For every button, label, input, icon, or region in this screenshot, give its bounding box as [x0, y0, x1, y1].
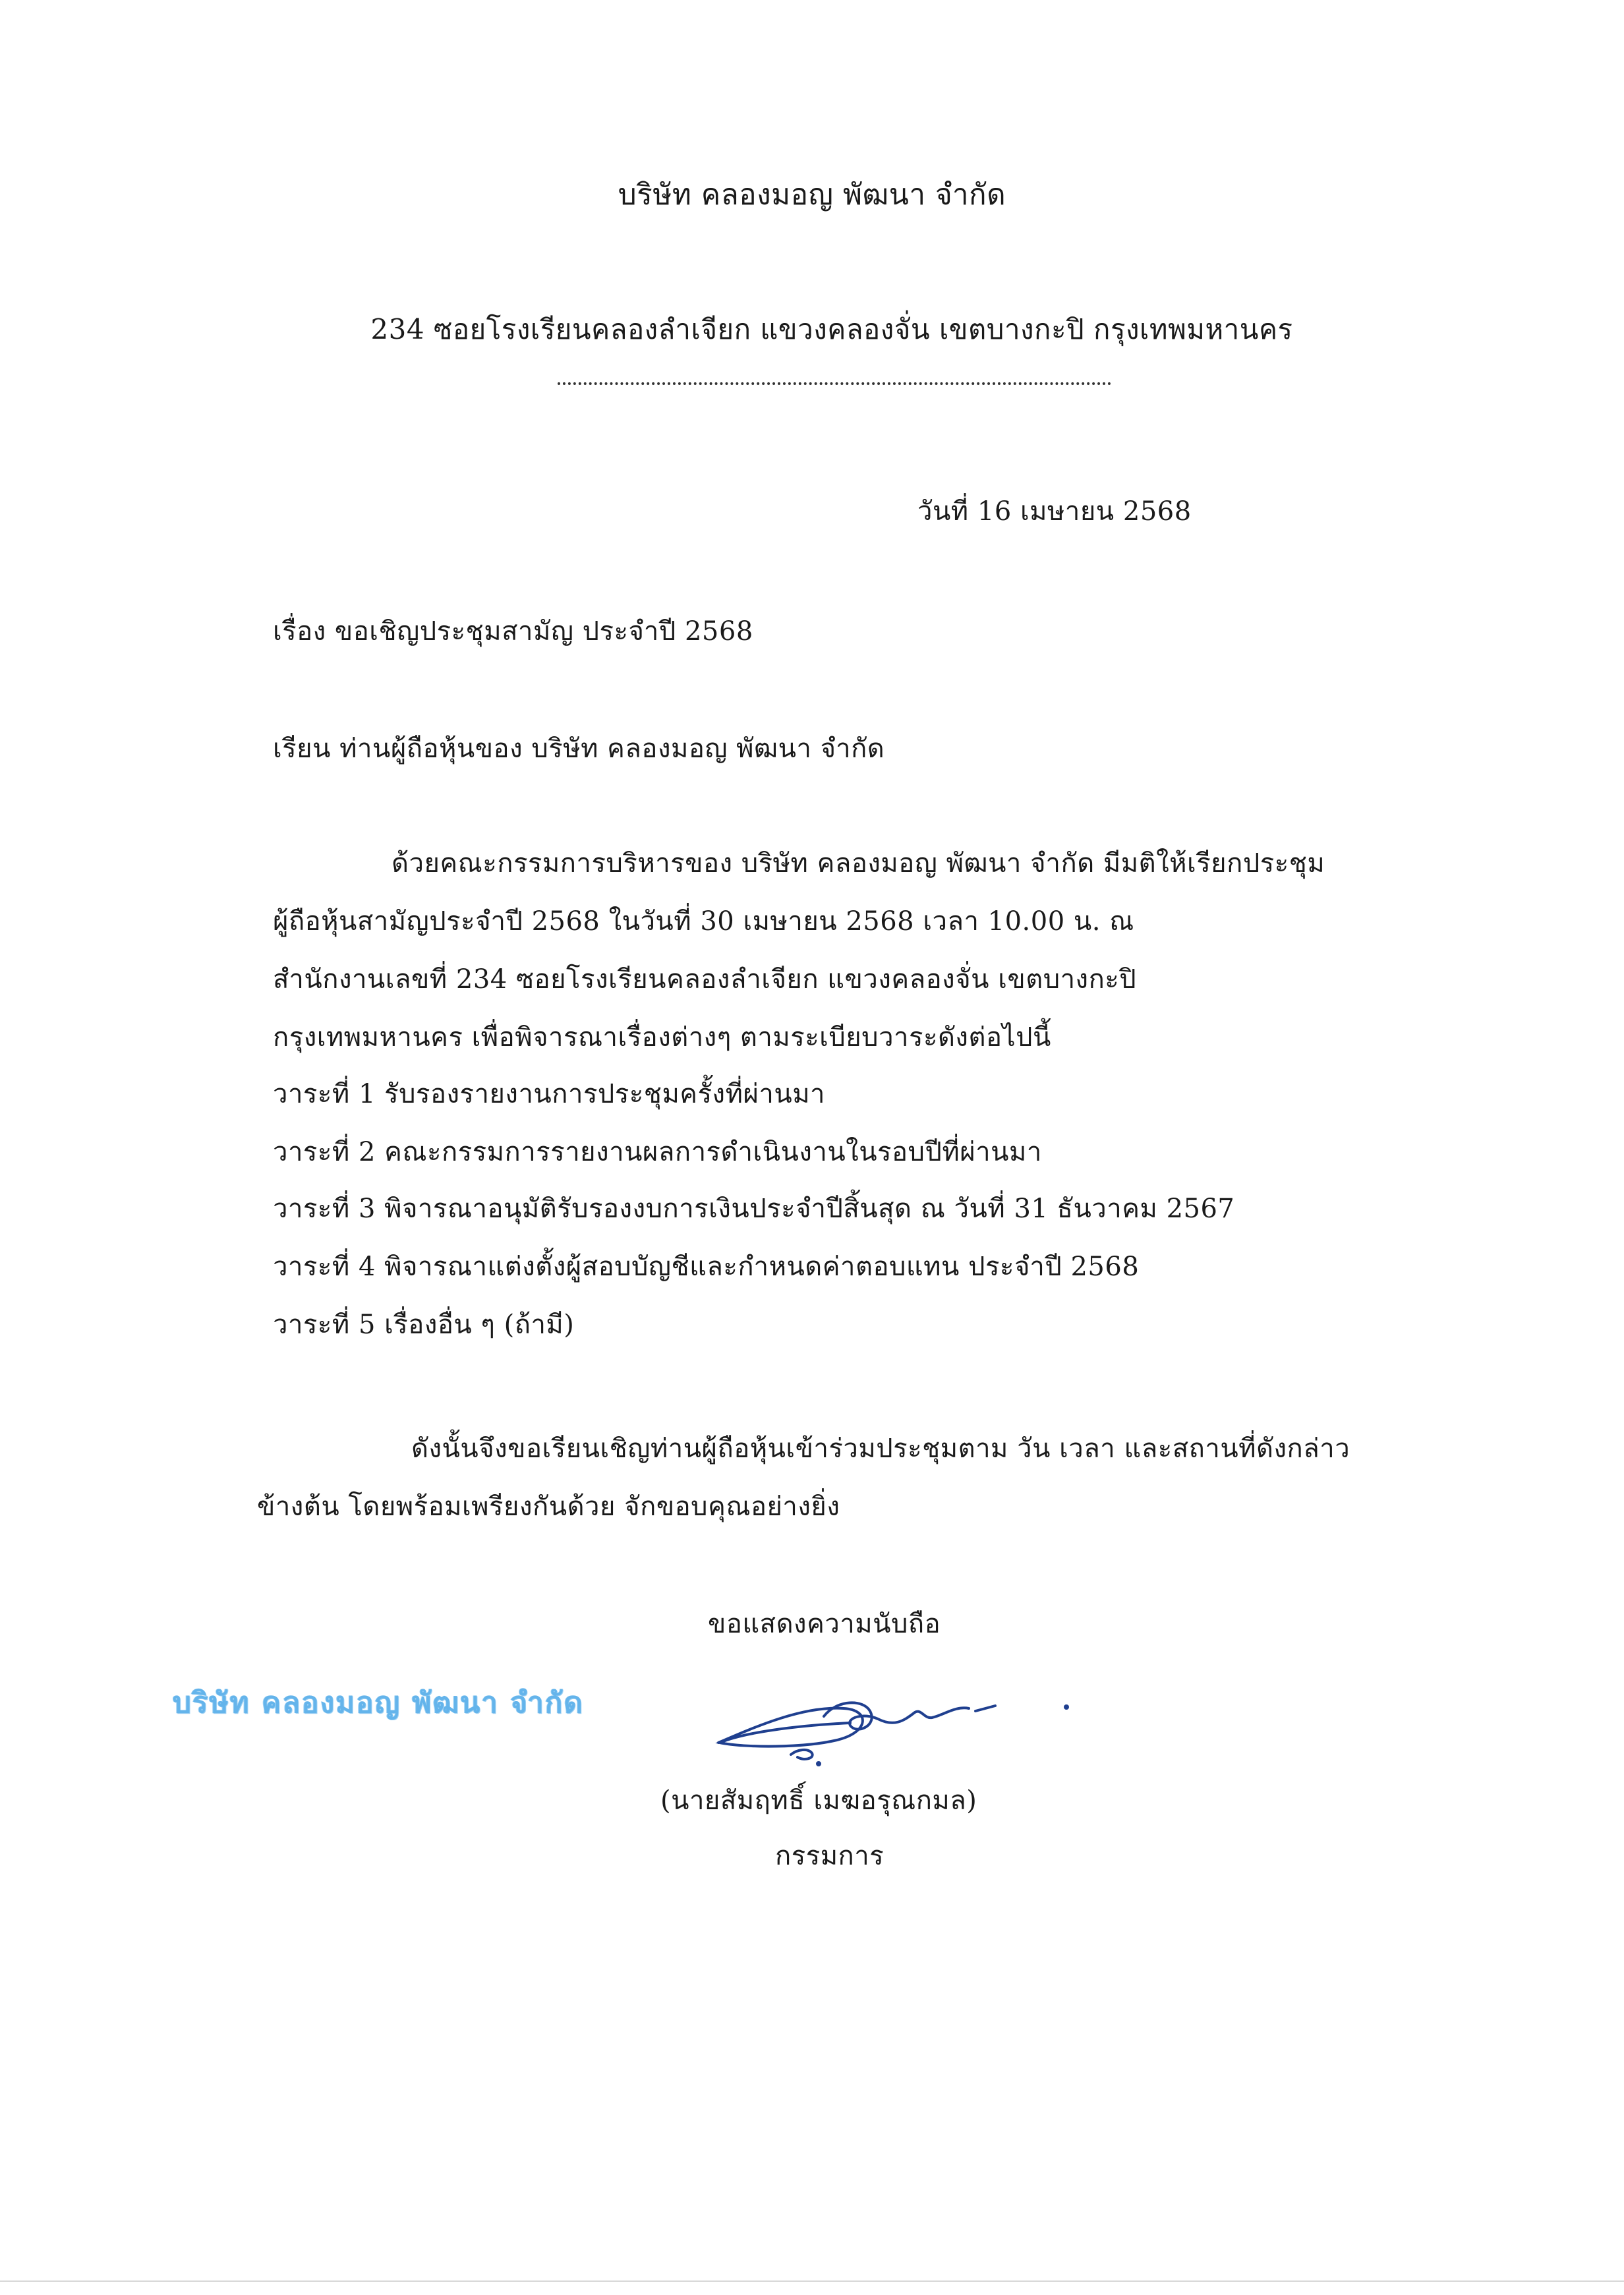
agenda-item: วาระที่ 5 เรื่องอื่น ๆ (ถ้ามี) — [273, 1310, 575, 1340]
body-paragraph-line: ผู้ถือหุ้นสามัญประจำปี 2568 ในวันที่ 30 เมษายน 2568 เวลา 10.00 น. ณ — [273, 906, 1134, 937]
page-bottom-edge — [0, 2280, 1624, 2282]
closing-paragraph-line: ดังนั้นจึงขอเรียนเชิญท่านผู้ถือหุ้นเข้าร่วมประชุมตาม วัน เวลา และสถานที่ดังกล่าว — [411, 1434, 1350, 1464]
letter-recipient: เรียน ท่านผู้ถือหุ้นของ บริษัท คลองมอญ พัฒนา จำกัด — [273, 734, 885, 764]
agenda-item: วาระที่ 4 พิจารณาแต่งตั้งผู้สอบบัญชีและกำหนดค่าตอบแทน ประจำปี 2568 — [273, 1252, 1140, 1282]
signer-title: กรรมการ — [775, 1841, 884, 1871]
closing-regards: ขอแสดงความนับถือ — [708, 1609, 941, 1639]
body-paragraph-line: สำนักงานเลขที่ 234 ซอยโรงเรียนคลองลำเจียก แขวงคลองจั่น เขตบางกะปิ — [273, 964, 1137, 995]
company-address: 234 ซอยโรงเรียนคลองลำเจียก แขวงคลองจั่น เขตบางกะปิ กรุงเทพมหานคร — [370, 313, 1293, 345]
closing-paragraph-line: ข้างต้น โดยพร้อมเพรียงกันด้วย จักขอบคุณอย่างยิ่ง — [257, 1492, 840, 1522]
body-paragraph-line: กรุงเทพมหานคร เพื่อพิจารณาเรื่องต่างๆ ตามระเบียบวาระดังต่อไปนี้ — [273, 1022, 1051, 1053]
handwritten-signature — [705, 1679, 1101, 1778]
agenda-item: วาระที่ 2 คณะกรรมการรายงานผลการดำเนินงานในรอบปีที่ผ่านมา — [273, 1137, 1042, 1167]
agenda-item: วาระที่ 3 พิจารณาอนุมัติรับรองงบการเงินประจำปีสิ้นสุด ณ วันที่ 31 ธันวาคม 2567 — [273, 1194, 1235, 1224]
letter-date: วันที่ 16 เมษายน 2568 — [917, 496, 1192, 527]
company-stamp: บริษัท คลองมอญ พัฒนา จำกัด — [173, 1686, 584, 1720]
body-paragraph-line: ด้วยคณะกรรมการบริหารของ บริษัท คลองมอญ พัฒนา จำกัด มีมติให้เรียกประชุม — [392, 848, 1325, 879]
letter-subject: เรื่อง ขอเชิญประชุมสามัญ ประจำปี 2568 — [273, 616, 753, 647]
company-name: บริษัท คลองมอญ พัฒนา จำกัด — [618, 178, 1006, 212]
header-dotted-rule — [558, 382, 1111, 385]
signer-name: (นายสัมฤทธิ์ เมฆอรุณกมล) — [660, 1786, 977, 1816]
agenda-item: วาระที่ 1 รับรองรายงานการประชุมครั้งที่ผ่านมา — [273, 1079, 826, 1109]
